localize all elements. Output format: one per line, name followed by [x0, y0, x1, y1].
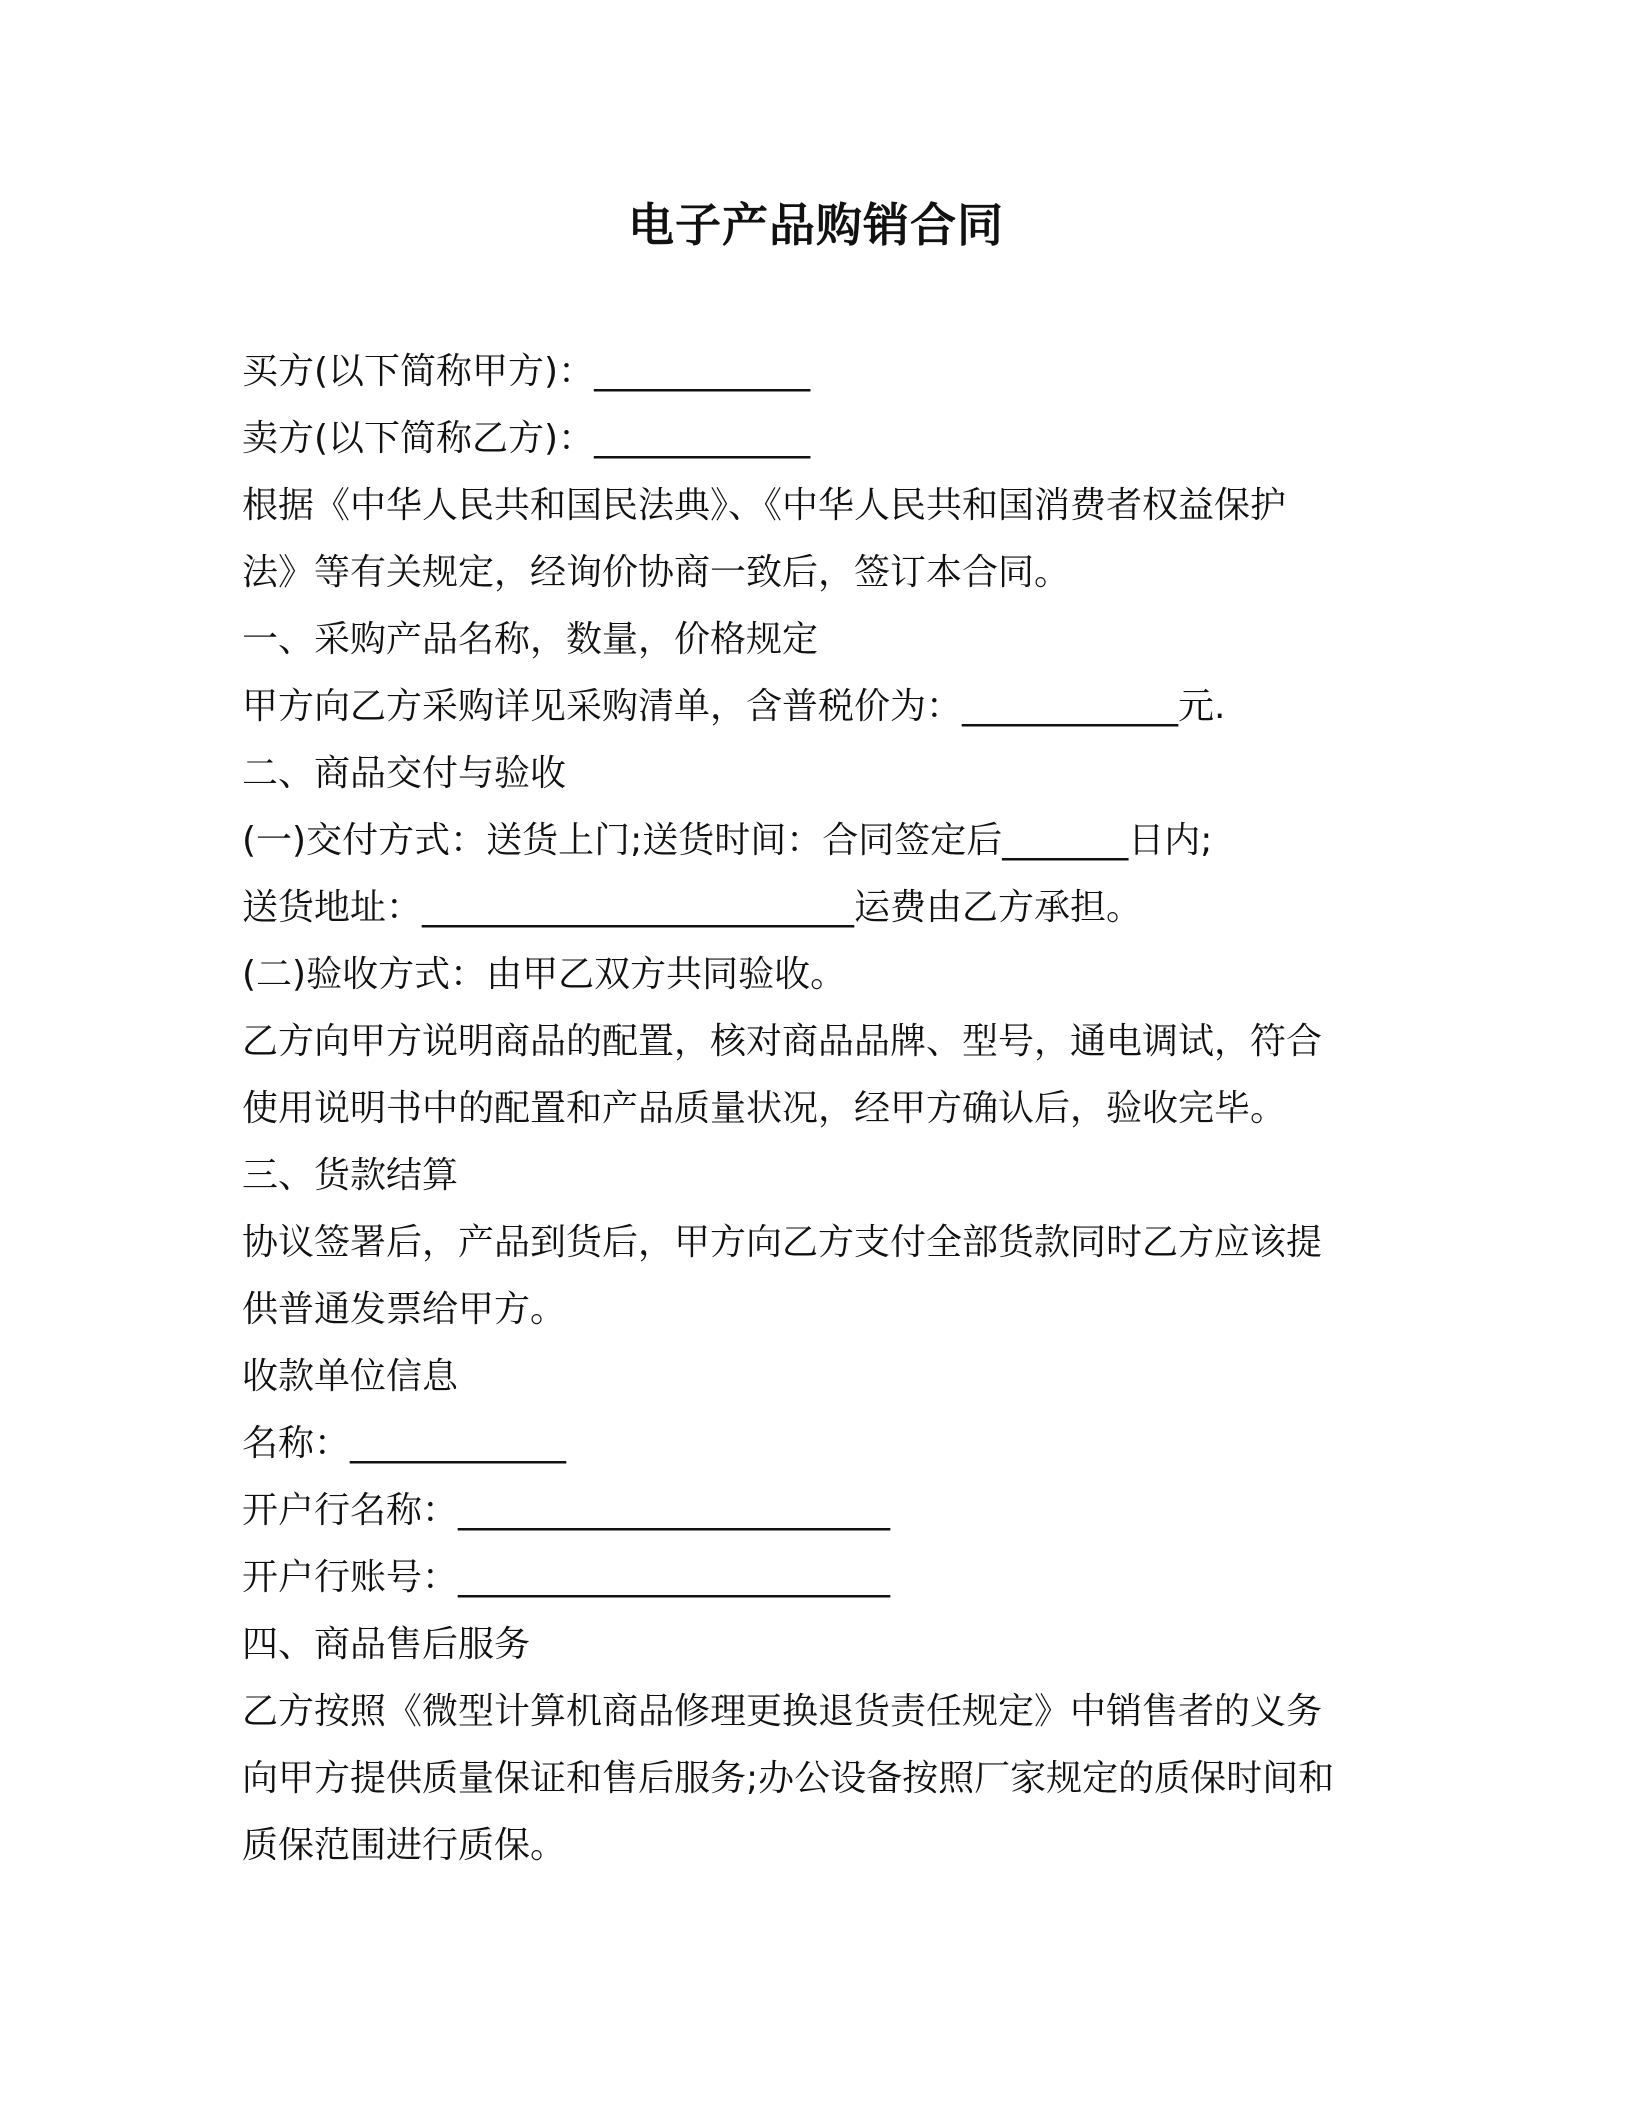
- section-3-heading: 三、货款结算: [242, 1155, 459, 1196]
- payee-name-line: 名称：____________: [242, 1423, 567, 1464]
- section-4-heading: 四、商品售后服务: [242, 1624, 531, 1665]
- delivery-address-line: 送货地址：________________________运费由乙方承担。: [242, 887, 1143, 928]
- payment-line-1: 协议签署后，产品到货后，甲方向乙方支付全部货款同时乙方应该提: [242, 1222, 1323, 1263]
- payee-info-heading: 收款单位信息: [242, 1356, 459, 1397]
- delivery-method-line: (一)交付方式：送货上门;送货时间：合同签定后_______日内;: [242, 820, 1213, 861]
- after-sales-line-1: 乙方按照《微型计算机商品修理更换退货责任规定》中销售者的义务: [242, 1691, 1323, 1732]
- bank-account-line: 开户行账号：________________________: [242, 1557, 891, 1598]
- contract-title: 电子产品购销合同: [628, 198, 1004, 252]
- section-2-heading: 二、商品交付与验收: [242, 753, 567, 794]
- acceptance-detail-line-2: 使用说明书中的配置和产品质量状况，经甲方确认后，验收完毕。: [242, 1088, 1287, 1129]
- acceptance-method-line: (二)验收方式：由甲乙双方共同验收。: [242, 954, 847, 995]
- after-sales-line-2: 向甲方提供质量保证和售后服务;办公设备按照厂家规定的质保时间和: [242, 1758, 1335, 1799]
- buyer-line: 买方(以下简称甲方)：____________: [242, 351, 811, 392]
- section-1-heading: 一、采购产品名称，数量，价格规定: [242, 619, 819, 660]
- seller-line: 卖方(以下简称乙方)：____________: [242, 418, 811, 459]
- contract-body: [242, 338, 1402, 1879]
- bank-name-line: 开户行名称：________________________: [242, 1490, 891, 1531]
- acceptance-detail-line-1: 乙方向甲方说明商品的配置，核对商品品牌、型号，通电调试，符合: [242, 1021, 1323, 1062]
- after-sales-line-3: 质保范围进行质保。: [242, 1825, 567, 1866]
- price-line: 甲方向乙方采购详见采购清单，含普税价为：____________元.: [242, 686, 1226, 727]
- legal-basis-line-1: 根据《中华人民共和国民法典》、《中华人民共和国消费者权益保护: [242, 485, 1287, 526]
- legal-basis-line-2: 法》等有关规定，经询价协商一致后，签订本合同。: [242, 552, 1071, 593]
- payment-line-2: 供普通发票给甲方。: [242, 1289, 567, 1330]
